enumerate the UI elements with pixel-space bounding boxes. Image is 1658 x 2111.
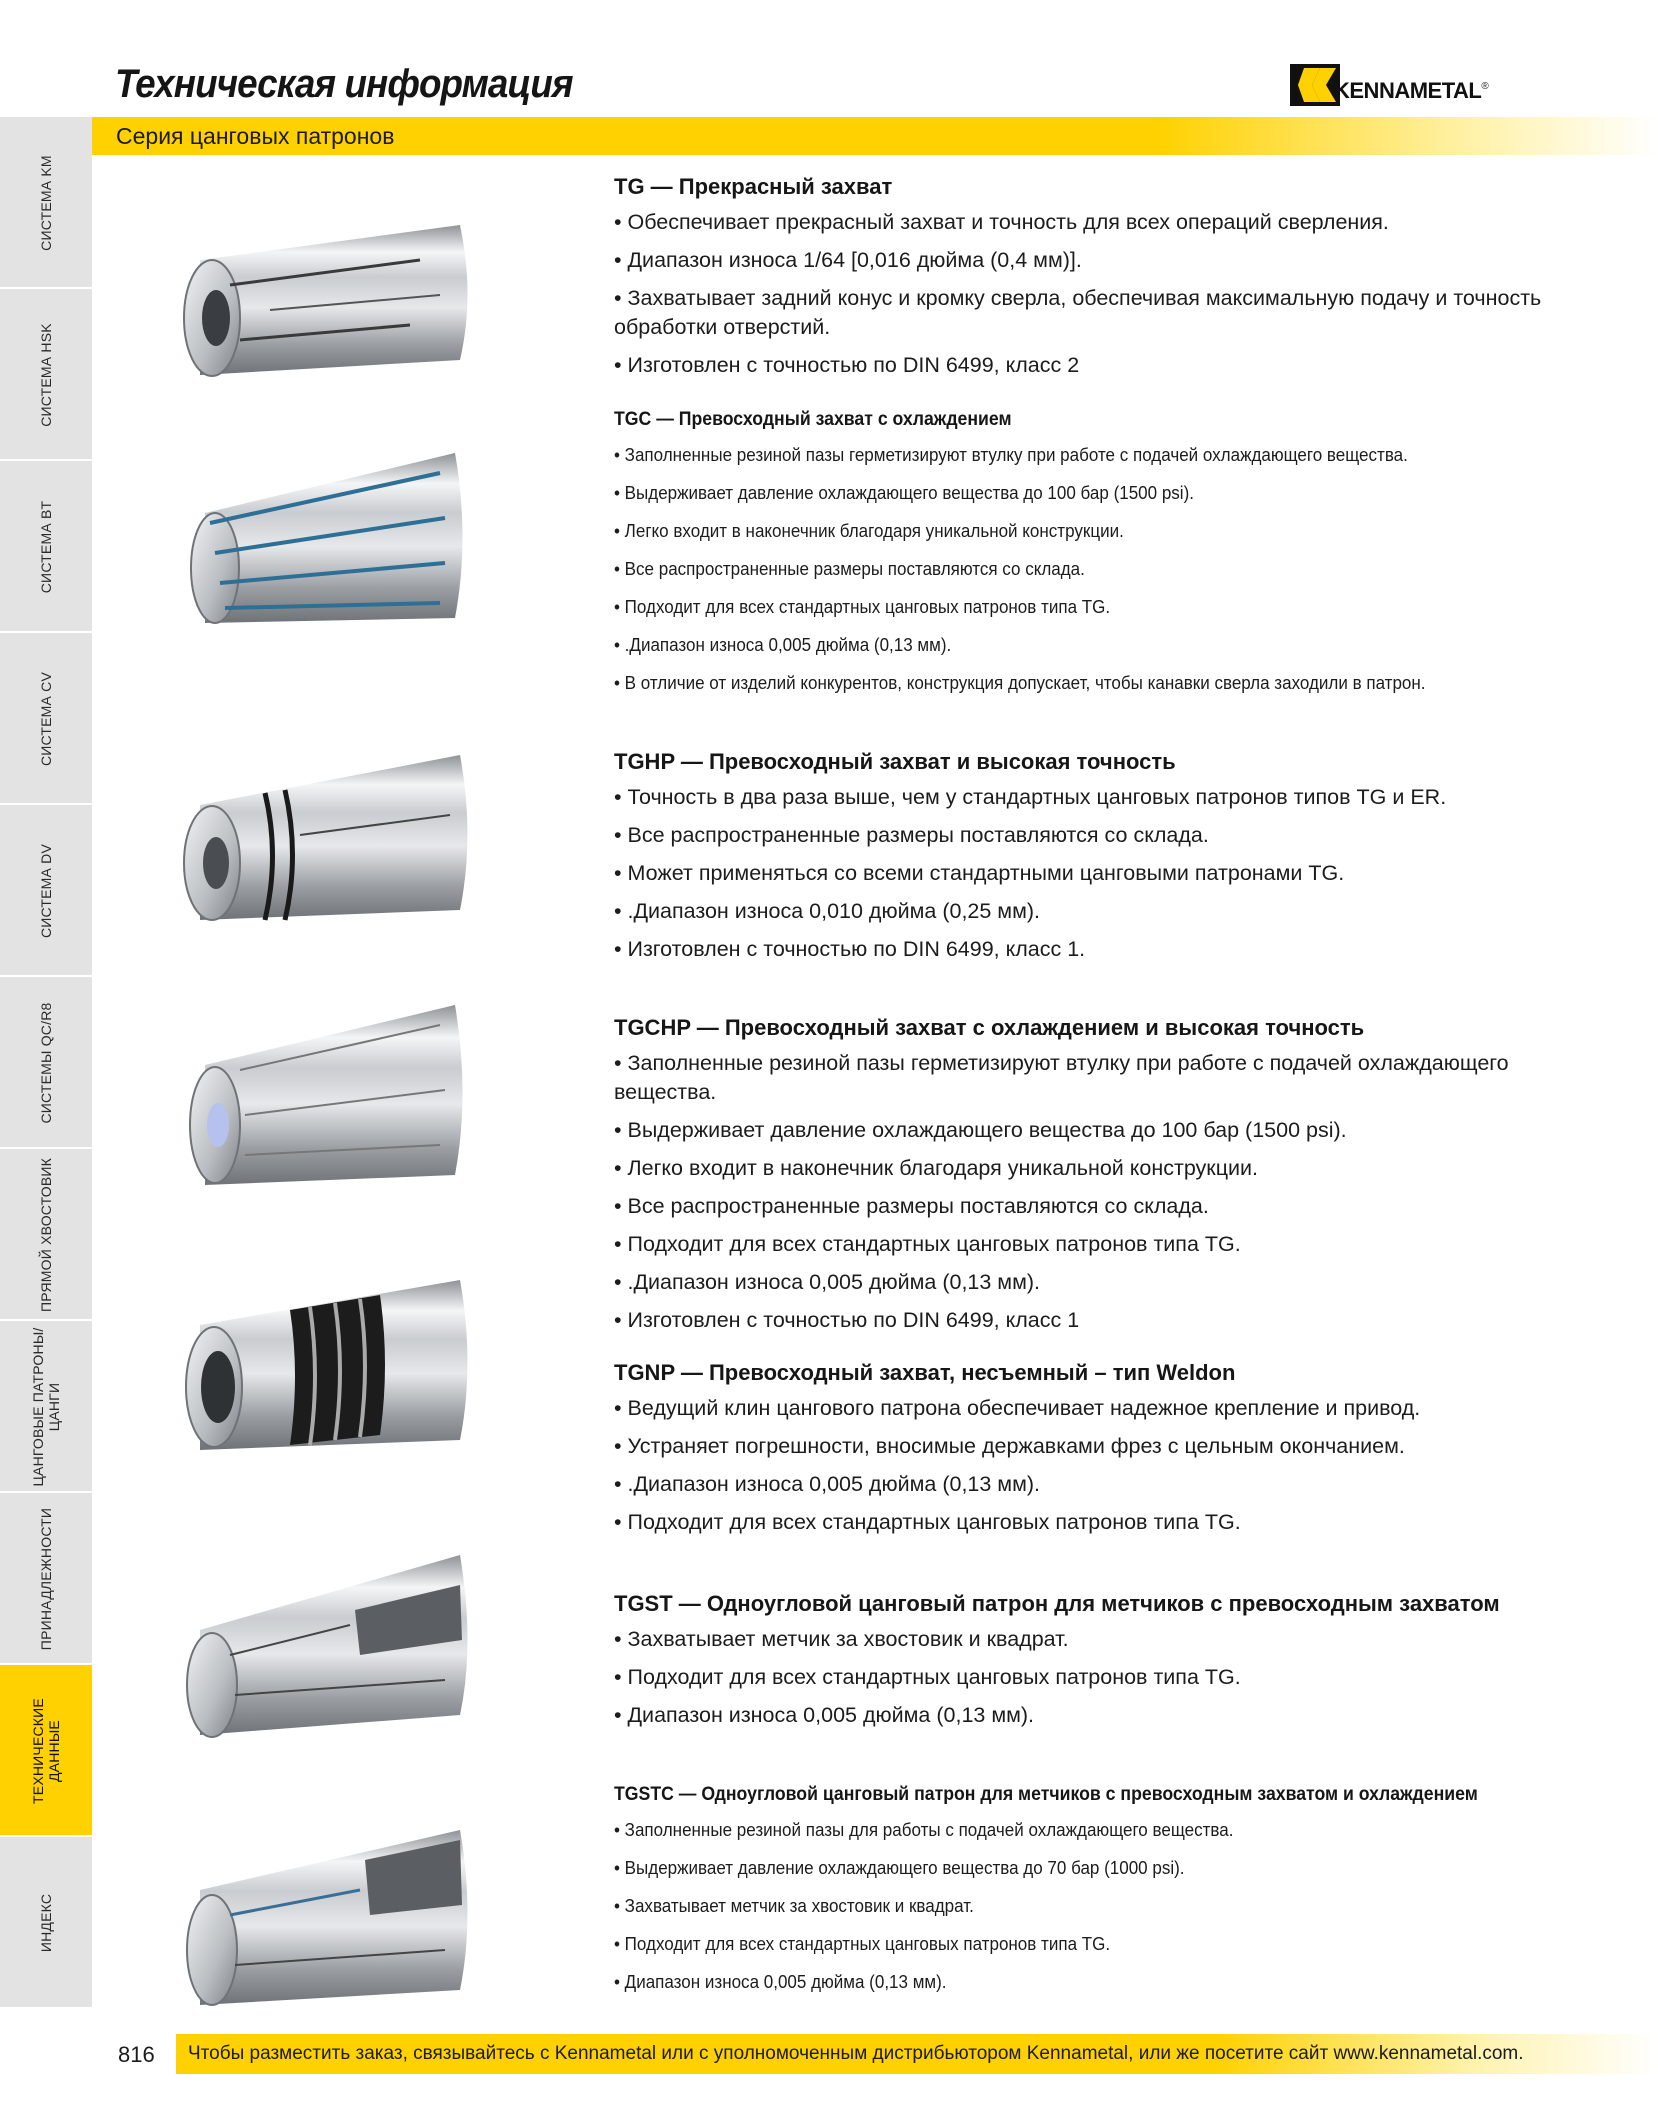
section-tgstc	[614, 1780, 1614, 2006]
side-tab-label: ПРИНАДЛЕЖНОСТИ	[38, 1507, 54, 1651]
list-item: • Диапазон износа 0,005 дюйма (0,13 мм).	[614, 1703, 1035, 1727]
side-tab-technical-data[interactable]	[0, 1665, 92, 1837]
list-item: • .Диапазон износа 0,005 дюйма (0,13 мм).	[614, 1472, 1041, 1496]
side-tab-km[interactable]	[0, 117, 92, 289]
bullet-list	[614, 441, 1614, 696]
list-item: • Устраняет погрешности, вносимые державками фрез с цельным окончанием.	[614, 1434, 1405, 1458]
section-subtitle: Серия цанговых патронов	[116, 123, 395, 149]
list-item: • Подходит для всех стандартных цанговых патронов типа TG.	[614, 1933, 1111, 1954]
list-item: • Все распространенные размеры поставляются со склада.	[614, 823, 1209, 847]
side-tab-dv[interactable]	[0, 805, 92, 977]
section-title: TGSTC — Одноугловой цанговый патрон для метчиков с превосходным захватом и охлаждением	[614, 1784, 1478, 1805]
list-item: • Все распространенные размеры поставляются со склада.	[614, 558, 1085, 579]
page-title: Техническая информация	[115, 62, 573, 106]
bullet-list	[614, 1049, 1614, 1335]
side-tab-label: СИСТЕМА BT	[38, 500, 54, 594]
list-item: • Диапазон износа 0,005 дюйма (0,13 мм).	[614, 1971, 947, 1992]
list-item: • Захватывает задний конус и кромку сверла, обеспечивая максимальную подачу и точность обработки отверстий.	[614, 286, 1542, 339]
logo-text: KENNAMETAL	[1334, 78, 1482, 103]
footer-bar	[176, 2034, 1658, 2074]
list-item: • Выдерживает давление охлаждающего вещества до 100 бар (1500 psi).	[614, 482, 1194, 503]
section-title: TG — Прекрасный захват	[614, 174, 893, 199]
list-item: • Все распространенные размеры поставляются со склада.	[614, 1194, 1209, 1218]
side-tab-label: СИСТЕМА DV	[38, 843, 54, 939]
tgst-collet-image	[170, 1545, 490, 1750]
side-tab-hsk[interactable]	[0, 289, 92, 461]
section-title: TGHP — Превосходный захват и высокая точность	[614, 749, 1176, 774]
section-tgchp	[614, 1013, 1614, 1344]
footer-text: Чтобы разместить заказ, связывайтесь с Kennametal или с уполномоченным дистрибьютором Kennametal, или же посетите сайт www.kennametal.com.	[188, 2043, 1524, 2064]
list-item: • Точность в два раза выше, чем у стандартных цанговых патронов типов TG и ER.	[614, 785, 1447, 809]
list-item: • .Диапазон износа 0,005 дюйма (0,13 мм).	[614, 634, 952, 655]
side-tab-accessories[interactable]	[0, 1493, 92, 1665]
list-item: • .Диапазон износа 0,010 дюйма (0,25 мм).	[614, 899, 1041, 923]
list-item: • Заполненные резиной пазы для работы с подачей охлаждающего вещества.	[614, 1819, 1234, 1840]
list-item: • Может применяться со всеми стандартными цанговыми патронами TG.	[614, 861, 1345, 885]
kennametal-logo	[1290, 64, 1489, 106]
side-tab-label: СИСТЕМЫ QC/R8	[38, 1002, 54, 1124]
section-title: TGC — Превосходный захват с охлаждением	[614, 409, 1012, 430]
side-tab-qc-r8[interactable]	[0, 977, 92, 1149]
section-tgc	[614, 405, 1614, 707]
list-item: • Выдерживает давление охлаждающего вещества до 100 бар (1500 psi).	[614, 1118, 1347, 1142]
list-item: • .Диапазон износа 0,005 дюйма (0,13 мм).	[614, 1270, 1041, 1294]
side-tab-collet-chucks[interactable]	[0, 1321, 92, 1493]
section-tg	[614, 172, 1614, 389]
tg-collet-image	[170, 200, 490, 390]
section-tghp	[614, 747, 1614, 973]
section-title: TGCHP — Превосходный захват с охлаждением и высокая точность	[614, 1015, 1365, 1040]
kennametal-k-icon	[1290, 64, 1340, 106]
list-item: • Обеспечивает прекрасный захват и точность для всех операций сверления.	[614, 210, 1389, 234]
list-item: • В отличие от изделий конкурентов, конструкция допускает, чтобы канавки сверла заходили в патрон.	[614, 672, 1426, 693]
side-tab-label: СИСТЕМА CV	[38, 671, 54, 767]
list-item: • Изготовлен с точностью по DIN 6499, класс 2	[614, 353, 1080, 377]
tgc-collet-image	[170, 438, 490, 638]
side-tab-index[interactable]	[0, 1837, 92, 2009]
list-item: • Изготовлен с точностью по DIN 6499, класс 1	[614, 1308, 1080, 1332]
bullet-list	[614, 208, 1614, 380]
list-item: • Выдерживает давление охлаждающего вещества до 70 бар (1000 psi).	[614, 1857, 1185, 1878]
list-item: • Захватывает метчик за хвостовик и квадрат.	[614, 1895, 974, 1916]
tghp-collet-image	[170, 735, 490, 935]
section-title: TGNP — Превосходный захват, несъемный – тип Weldon	[614, 1360, 1236, 1385]
logo-registered-mark: ®	[1481, 80, 1489, 92]
subtitle-bar	[92, 117, 1658, 155]
list-item: • Диапазон износа 1/64 [0,016 дюйма (0,4 мм)].	[614, 248, 1082, 272]
side-tab-label: СИСТЕМА KM	[38, 155, 54, 251]
section-title: TGST — Одноугловой цанговый патрон для метчиков с превосходным захватом	[614, 1591, 1500, 1616]
side-tab-bt[interactable]	[0, 461, 92, 633]
side-tab-label: ПРЯМОЙ ХВОСТОВИК	[38, 1157, 54, 1313]
list-item: • Легко входит в наконечник благодаря уникальной конструкции.	[614, 520, 1124, 541]
list-item: • Подходит для всех стандартных цанговых патронов типа TG.	[614, 1232, 1241, 1256]
list-item: • Изготовлен с точностью по DIN 6499, класс 1.	[614, 937, 1086, 961]
bullet-list	[614, 783, 1614, 964]
side-tab-label: ТЕХНИЧЕСКИЕ ДАННЫЕ	[30, 1698, 62, 1804]
tgstc-collet-image	[170, 1815, 490, 2015]
side-tab-label: СИСТЕМА HSK	[38, 323, 54, 427]
side-tab-straight-shank[interactable]	[0, 1149, 92, 1321]
bullet-list	[614, 1394, 1614, 1537]
side-tab-cv[interactable]	[0, 633, 92, 805]
section-tgnp	[614, 1358, 1614, 1546]
tgnp-collet-image	[170, 1265, 490, 1465]
list-item: • Захватывает метчик за хвостовик и квадрат.	[614, 1627, 1069, 1651]
list-item: • Легко входит в наконечник благодаря уникальной конструкции.	[614, 1156, 1259, 1180]
list-item: • Подходит для всех стандартных цанговых патронов типа TG.	[614, 596, 1111, 617]
list-item: • Заполненные резиной пазы герметизируют втулку при работе с подачей охлаждающего вещества.	[614, 444, 1408, 465]
list-item: • Заполненные резиной пазы герметизируют втулку при работе с подачей охлаждающего вещества.	[614, 1051, 1509, 1104]
tgchp-collet-image	[170, 995, 490, 1195]
page-number: 816	[118, 2042, 155, 2067]
side-tab-label: ЦАНГОВЫЕ ПАТРОНЫ/ЦАНГИ	[30, 1327, 62, 1487]
list-item: • Подходит для всех стандартных цанговых патронов типа TG.	[614, 1665, 1241, 1689]
list-item: • Подходит для всех стандартных цанговых патронов типа TG.	[614, 1510, 1241, 1534]
bullet-list	[614, 1625, 1614, 1730]
bullet-list	[614, 1816, 1614, 1995]
section-tgst	[614, 1589, 1614, 1739]
list-item: • Ведущий клин цангового патрона обеспечивает надежное крепление и привод.	[614, 1396, 1421, 1420]
side-tab-label: ИНДЕКС	[38, 1893, 54, 1953]
